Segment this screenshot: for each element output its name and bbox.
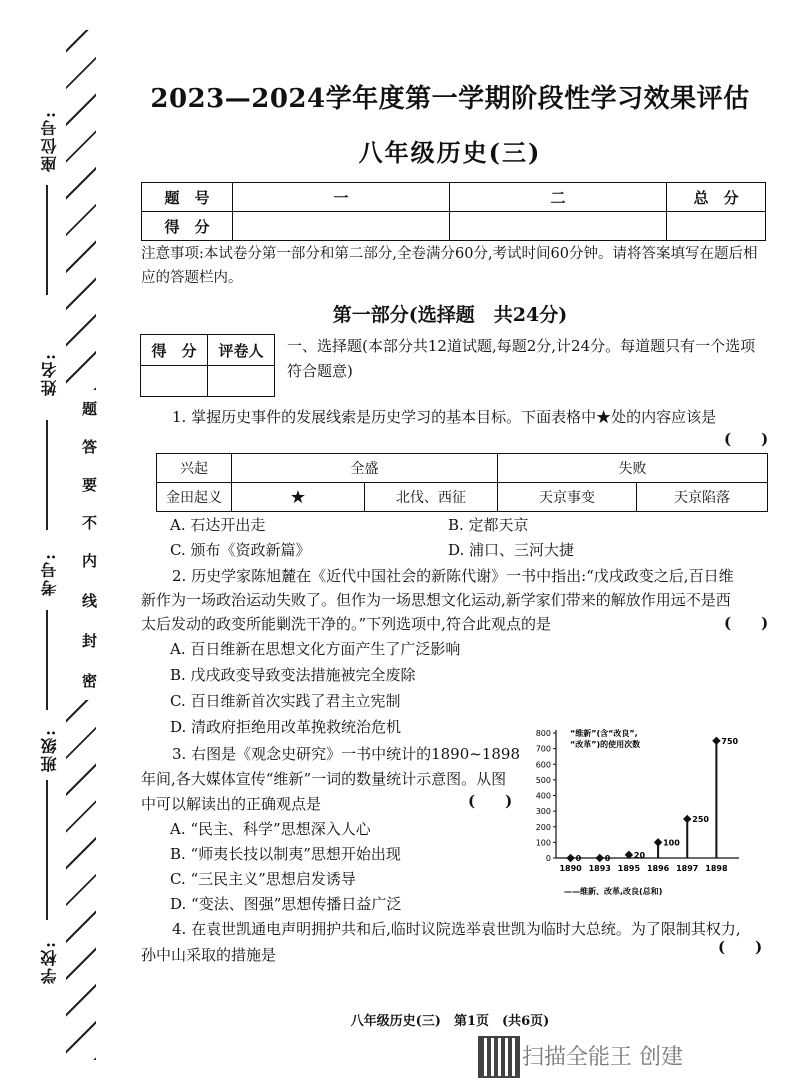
q4-line-1: 4. 在袁世凯通电声明拥护共和后,临时议院选举袁世凯为临时大总统。为了限制其权力, (172, 920, 741, 938)
usage-count-chart (528, 722, 768, 907)
data-label: 250 (692, 814, 709, 824)
y-tick-label: 700 (535, 744, 551, 754)
q3-option-c[interactable]: C. “三民主义”思想启发诱导 (170, 870, 356, 888)
grader-input-cell[interactable] (141, 366, 208, 397)
section-instructions: 一、选择题(本部分共12道试题,每题2分,计24分。每道题只有一个选项符合题意) (287, 337, 756, 380)
grader-header-cell: 评卷人 (208, 335, 275, 366)
score-input-cell[interactable] (450, 212, 667, 241)
q4-answer-paren[interactable]: ( ) (718, 938, 763, 956)
q4-line-2: 孙中山采取的措施是 (141, 946, 277, 964)
bar-point (566, 854, 574, 862)
q1-table (156, 453, 768, 512)
data-label: 100 (663, 838, 680, 848)
class-label: 班级: (40, 728, 59, 772)
part1-title: 第一部分(选择题 共24分) (332, 304, 568, 326)
q1-stem: 1. 掌握历史事件的发展线索是历史学习的基本目标。下面表格中★处的内容应该是 (172, 408, 717, 426)
q1-option-a[interactable]: A. 石达开出走 (170, 516, 266, 534)
school-label: 学校: (40, 940, 59, 984)
score-row-label: 得 分 (142, 212, 233, 241)
exam-subtitle: 八年级历史(三) (358, 138, 542, 167)
x-tick-label: 1893 (588, 864, 611, 873)
score-input-cell[interactable] (667, 212, 766, 241)
q1-table-head: 失败 (498, 454, 768, 483)
data-label: 750 (721, 736, 739, 746)
q3-option-d[interactable]: D. “变法、图强”思想传播日益广泛 (170, 895, 402, 913)
q1-table-cell: 天京陷落 (637, 483, 768, 512)
x-tick-label: 1898 (705, 864, 728, 873)
q2-line-3: 太后发动的政变所能剿洗干净的。”下列选项中,符合此观点的是 (141, 615, 551, 633)
y-tick-label: 300 (535, 807, 551, 817)
exam-title: 2023—2024学年度第一学期阶段性学习效果评估 (150, 84, 750, 114)
y-tick-label: 400 (535, 791, 551, 801)
bar-point (683, 815, 691, 823)
name-fill-line (46, 420, 48, 530)
qr-code-icon (478, 1036, 520, 1078)
chart-legend: ——维新、改革,改良(总和) (564, 887, 663, 896)
q2-line-2: 新作为一场政治运动失败了。但作为一场思想文化运动,新学家们带来的解放作用远不是西 (141, 591, 731, 609)
seat-number-label: 座位号: (40, 110, 59, 172)
x-tick-label: 1890 (559, 864, 582, 873)
exam-number-label: 考号: (40, 552, 59, 596)
page-footer: 八年级历史(三) 第1页 (共6页) (350, 1014, 550, 1029)
grader-table (140, 334, 275, 397)
data-label: 0 (604, 854, 611, 863)
q1-option-c[interactable]: C. 颁布《资政新篇》 (170, 541, 311, 559)
seat-fill-line (46, 185, 48, 295)
score-table (141, 182, 766, 241)
score-input-cell[interactable] (233, 212, 450, 241)
bar-point (596, 854, 604, 862)
q2-option-b[interactable]: B. 戊戌政变导致变法措施被完全废除 (170, 666, 416, 684)
slash-decoration-top (66, 30, 96, 390)
y-tick-label: 800 (535, 729, 551, 738)
q2-option-d[interactable]: D. 清政府拒绝用改革挽救统治危机 (170, 718, 402, 736)
bar-point (712, 737, 720, 745)
data-label: 0 (575, 854, 582, 863)
q1-table-head: 全盛 (232, 454, 498, 483)
seal-char: 封 (82, 632, 98, 650)
q1-table-cell: 天京事变 (498, 483, 637, 512)
chart-annotation: “维新”(含“改良”, “改革”)的使用次数 (570, 729, 641, 749)
q2-answer-paren[interactable]: ( ) (724, 614, 769, 632)
q1-table-cell: 北伐、西征 (365, 483, 498, 512)
y-tick-label: 600 (535, 760, 551, 770)
q3-option-a[interactable]: A. “民主、科学”思想深入人心 (170, 820, 371, 838)
q1-answer-paren[interactable]: ( ) (724, 430, 769, 448)
binding-margin (0, 0, 110, 1082)
q1-option-d[interactable]: D. 浦口、三河大捷 (448, 541, 575, 559)
data-label: 20 (633, 850, 646, 860)
score-header-cell: 题 号 (142, 183, 233, 212)
seal-char: 内 (82, 552, 98, 570)
x-tick-label: 1896 (646, 864, 670, 873)
y-tick-label: 0 (545, 854, 551, 863)
y-tick-label: 500 (535, 775, 551, 785)
q3-line-2: 年间,各大媒体宣传“维新”一词的数量统计示意图。从图 (141, 770, 507, 788)
seal-char: 不 (82, 514, 98, 532)
seal-char: 题 (82, 400, 98, 418)
score-header-cell: 一 (233, 183, 450, 212)
q3-line-1: 3. 右图是《观念史研究》一书中统计的1890~1898 (172, 745, 520, 763)
q3-answer-paren[interactable]: ( ) (468, 792, 513, 810)
score-header-cell: 总 分 (667, 183, 766, 212)
q1-table-cell: 金田起义 (157, 483, 232, 512)
scanner-watermark: 扫描全能王 创建 (522, 1045, 683, 1070)
seal-char: 密 (82, 672, 98, 690)
x-tick-label: 1895 (617, 864, 641, 873)
name-label: 姓名: (40, 352, 59, 396)
q1-option-b[interactable]: B. 定都天京 (448, 516, 529, 534)
bar-point (654, 838, 662, 846)
class-fill-line (46, 780, 48, 920)
y-tick-label: 200 (535, 822, 551, 832)
seal-char: 要 (82, 476, 98, 494)
seal-char: 答 (82, 438, 98, 456)
x-tick-label: 1897 (676, 864, 699, 873)
y-tick-label: 100 (535, 838, 551, 848)
grader-input-cell[interactable] (208, 366, 275, 397)
q2-option-a[interactable]: A. 百日维新在思想文化方面产生了广泛影响 (170, 640, 461, 658)
grader-header-cell: 得 分 (141, 335, 208, 366)
exam-notes: 注意事项:本试卷分第一部分和第二部分,全卷满分60分,考试时间60分钟。请将答案填写在题后相应的答题栏内。 (141, 246, 758, 286)
q2-line-1: 2. 历史学家陈旭麓在《近代中国社会的新陈代谢》一书中指出:“戊戌政变之后,百日维 (172, 567, 734, 585)
q3-option-b[interactable]: B. “师夷长技以制夷”思想开始出现 (170, 845, 401, 863)
q3-line-3: 中可以解读出的正确观点是 (141, 795, 322, 813)
slash-decoration-bottom (66, 700, 96, 1060)
exam-fill-line (46, 610, 48, 710)
seal-char: 线 (82, 592, 98, 610)
q1-table-head: 兴起 (157, 454, 232, 483)
q2-option-c[interactable]: C. 百日维新首次实践了君主立宪制 (170, 692, 401, 710)
q1-table-star: ★ (232, 483, 365, 512)
score-header-cell: 二 (450, 183, 667, 212)
